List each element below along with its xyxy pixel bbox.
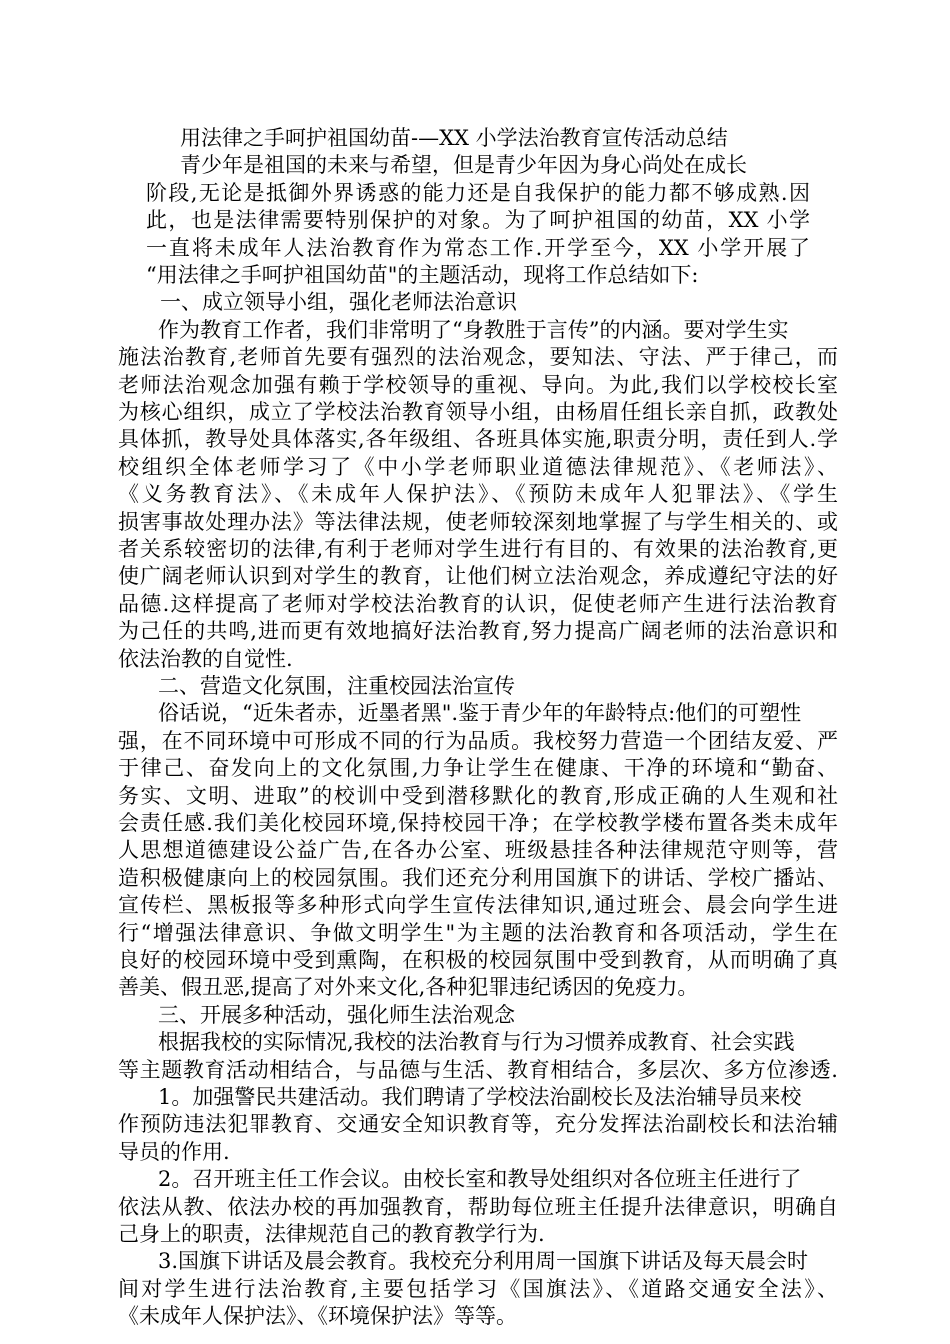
paragraph-line: 人思想道德建设公益广告,在各办公室、班级悬挂各种法律规范守则等，营 (118, 838, 838, 863)
paragraph-line: 为己任的共鸣,进而更有效地搞好法治教育,努力提高广阔老师的法治意识和 (118, 619, 838, 644)
paragraph-line: 造积极健康向上的校园氛围。我们还充分利用国旗下的讲话、学校广播站、 (118, 865, 838, 890)
list-item-line: 3.国旗下讲话及晨会教育。我校充分利用周一国旗下讲话及每天晨会时 (158, 1249, 809, 1274)
intro-line: 青少年是祖国的未来与希望，但是青少年因为身心尚处在成长 (180, 153, 747, 178)
paragraph-line: 品德.这样提高了老师对学校法治教育的认识，促使老师产生进行法治教育 (118, 591, 838, 616)
paragraph-line: 宣传栏、黑板报等多种形式向学生宣传法律知识,通过班会、晨会向学生进 (118, 893, 838, 918)
list-item-line: 1。加强警民共建活动。我们聘请了学校法治副校长及法治辅导员来校 (158, 1085, 802, 1109)
paragraph-line: 会责任感.我们美化校园环境,保持校园干净；在学校教学楼布置各类未成年 (118, 811, 838, 835)
paragraph-line: 强，在不同环境中可形成不同的行为品质。我校努力营造一个团结友爱、严 (118, 728, 838, 753)
paragraph-line: 施法治教育,老师首先要有强烈的法治观念，要知法、守法、严于律己，而 (118, 345, 838, 370)
list-item-line: 《未成年人保护法》、《环境保护法》等等。 (118, 1304, 517, 1329)
paragraph-line: 使广阔老师认识到对学生的教育，让他们树立法治观念，养成遵纪守法的好 (118, 564, 838, 589)
section-heading: 三、开展多种活动，强化师生法治观念 (158, 1002, 515, 1027)
paragraph-line: 作为教育工作者，我们非常明了“身教胜于言传”的内涵。要对学生实 (158, 317, 789, 342)
intro-line: 一直将未成年人法治教育作为常态工作.开学至今，XX 小学开展了 (146, 235, 810, 260)
paragraph-line: 俗话说，“近朱者赤，近墨者黑".鉴于青少年的年龄特点:他们的可塑性 (158, 701, 802, 726)
paragraph-line: 善美、假丑恶,提高了对外来文化,各种犯罪违纪诱因的免疫力。 (118, 975, 699, 1000)
paragraph-line: 老师法治观念加强有赖于学校领导的重视、导向。为此,我们以学校校长室 (118, 372, 838, 397)
paragraph-line: 为核心组织，成立了学校法治教育领导小组，由杨眉任组长亲自抓，政教处 (118, 400, 838, 424)
paragraph-line: 校组织全体老师学习了《中小学老师职业道德法律规范》、《老师法》、 (118, 454, 838, 479)
list-item-line: 导员的作用. (118, 1139, 230, 1164)
paragraph-line: 良好的校园环境中受到熏陶，在积极的校园氛围中受到教育，从而明确了真 (118, 948, 838, 972)
paragraph-line: 根据我校的实际情况,我校的法治教育与行为习惯养成教育、社会实践 (158, 1030, 795, 1055)
list-item-line: 依法从教、依法办校的再加强教育，帮助每位班主任提升法律意识，明确自 (118, 1194, 838, 1219)
list-item-line: 己身上的职责，法律规范自己的教育教学行为. (118, 1222, 545, 1246)
intro-line: “用法律之手呵护祖国幼苗"的主题活动，现将工作总结如下: (146, 263, 699, 287)
paragraph-line: 务实、文明、进取”的校训中受到潜移默化的教育,形成正确的人生观和社 (118, 783, 838, 808)
paragraph-line: 者关系较密切的法律,有利于老师对学生进行有目的、有效果的法治教育,更 (118, 537, 838, 561)
paragraph-line: 《义务教育法》、《未成年人保护法》、《预防未成年人犯罪法》、《学生 (118, 482, 838, 507)
list-item-line: 作预防违法犯罪教育、交通安全知识教育等，充分发挥法治副校长和法治辅 (118, 1112, 838, 1137)
list-item-line: 间对学生进行法治教育,主要包括学习《国旗法》、《道路交通安全法》、 (118, 1276, 838, 1301)
paragraph-line: 于律己、奋发向上的文化氛围,力争让学生在健康、干净的环境和“勤奋、 (118, 756, 838, 781)
document-title: 用法律之手呵护祖国幼苗-—XX 小学法治教育宣传活动总结 (180, 126, 728, 150)
section-heading: 二、营造文化氛围，注重校园法治宣传 (158, 674, 515, 698)
paragraph-line: 行“增强法律意识、争做文明学生"为主题的法治教育和各项活动，学生在 (118, 920, 838, 945)
intro-line: 此，也是法律需要特别保护的对象。为了呵护祖国的幼苗，XX 小学 (146, 208, 810, 233)
list-item-line: 2。召开班主任工作会议。由校长室和教导处组织对各位班主任进行了 (158, 1167, 802, 1192)
section-heading: 一、成立领导小组，强化老师法治意识 (160, 290, 517, 315)
paragraph-line: 损害事故处理办法》等法律法规，使老师较深刻地掌握了与学生相关的、或 (118, 509, 838, 534)
paragraph-line: 依法治教的自觉性. (118, 646, 293, 671)
paragraph-line: 具体抓，教导处具体落实,各年级组、各班具体实施,职责分明，责任到人.学 (118, 427, 838, 452)
intro-line: 阶段,无论是抵御外界诱惑的能力还是自我保护的能力都不够成熟.因 (146, 180, 810, 205)
paragraph-line: 等主题教育活动相结合，与品德与生活、教育相结合，多层次、多方位渗透. (118, 1057, 838, 1082)
